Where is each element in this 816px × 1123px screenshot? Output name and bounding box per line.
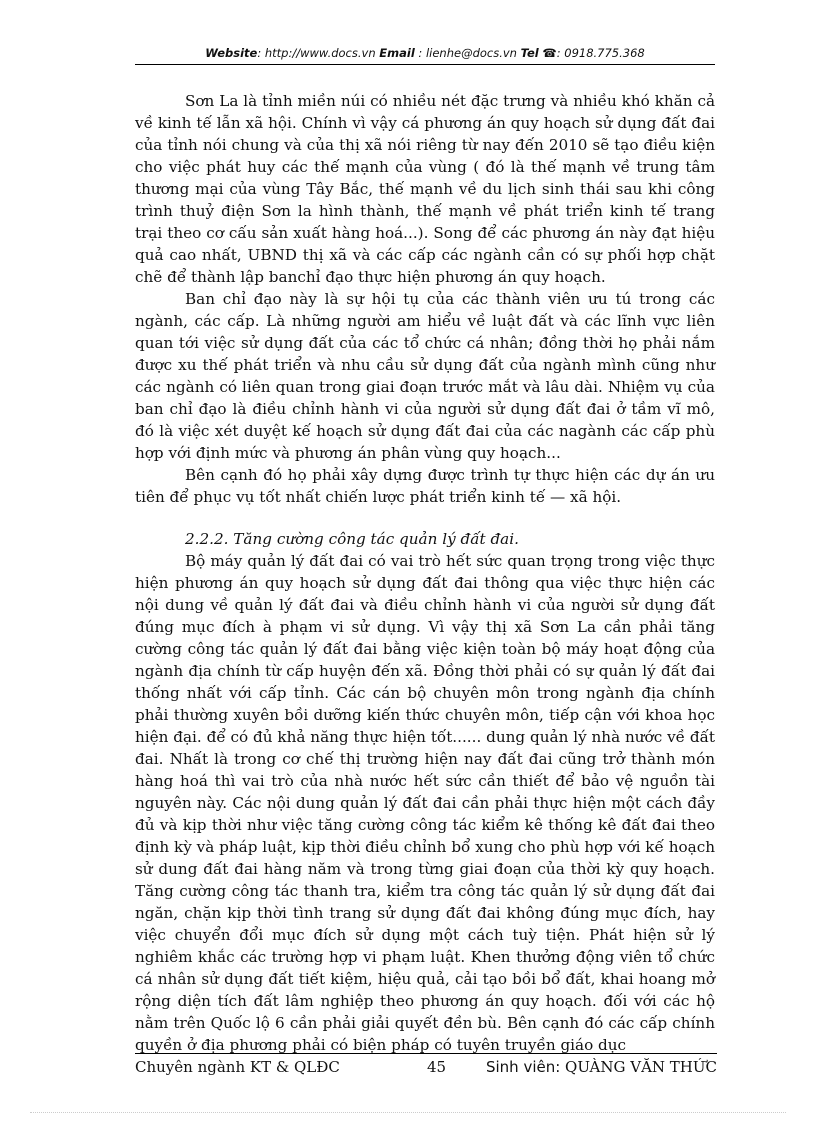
paragraph: Bên cạnh đó họ phải xây dựng được trình tự thực hiện các dự án ưu tiên để phục vụ tốt nhất chiến lược phát triển kinh tế — xã hội. (135, 466, 715, 506)
website-value[interactable]: : http://www.docs.vn (257, 46, 380, 60)
tel-label: Tel (520, 46, 539, 60)
footer-divider (135, 1053, 717, 1054)
paragraph: Sơn La là tỉnh miền núi có nhiều nét đặc trưng và nhiều khó khăn cả về kinh tế lẫn xã hội. Chính vì vậy cá phương án quy hoạch sử dụng đất đai của tỉnh nói chung và của thị xã nói riêng từ nay đến 2010 sẽ tạo điều kiện cho việc phát huy các thế mạnh của vùng ( đó là thế mạnh về trung tâm thương mại của vùng Tây Bắc, thế mạnh về du lịch sinh thái sau khi công trình thuỷ điện Sơn la hình thành, thế mạnh về phát triển kinh tế trang trại theo cơ cấu sản xuất hàng hoá...). Song để các phương án này đạt hiệu quả cao nhất, UBND thị xã và các cấp các ngành cần có sự phối hợp chặt chẽ để thành lập banchỉ đạo thực hiện phương án quy hoạch. (135, 92, 715, 286)
page-body (135, 90, 715, 1056)
email-label: Email (379, 46, 415, 60)
page-edge-dots (30, 1112, 786, 1113)
student-name: QUÀNG VĂN THỨC (560, 1058, 717, 1076)
page-number: 45 (427, 1058, 447, 1076)
website-label: Website (205, 46, 258, 60)
footer-department: Chuyên ngành KT & QLĐC (135, 1058, 340, 1076)
footer-student (486, 1058, 717, 1076)
header-divider (135, 64, 715, 65)
section-heading: 2.2.2. Tăng cường công tác quản lý đất đai. (185, 530, 519, 548)
tel-value: : 0918.775.368 (556, 46, 645, 60)
paragraph: Ban chỉ đạo này là sự hội tụ của các thành viên ưu tú trong các ngành, các cấp. Là những người am hiểu về luật đất và các lĩnh vực liên quan tới việc sử dụng đất của các tổ chức cá nhân; đồng thời họ phải nắm được xu thế phát triển và nhu cầu sử dụng đất của ngành mình cũng như các ngành có liên quan trong giai đoạn trước mắt và lâu dài. Nhiệm vụ của ban chỉ đạo là điều chỉnh hành vi của người sử dụng đất đai ở tầm vĩ mô, đó là việc xét duyệt kế hoạch sử dụng đất đai của các nagành các cấp phù hợp với định mức và phương án phân vùng quy hoạch... (135, 290, 715, 462)
page-footer (135, 1058, 717, 1080)
paragraph: Bộ máy quản lý đất đai có vai trò hết sức quan trọng trong việc thực hiện phương án quy hoạch sử dụng đất đai thông qua việc thực hiện các nội dung về quản lý đất đai và điều chỉnh hành vi của người sử dụng đất đúng mục đích à phạm vi sử dụng. Vì vậy thị xã Sơn La cần phải tăng cường công tác quản lý đất đai bằng việc kiện toàn bộ máy hoạt động của ngành địa chính từ cấp huyện đến xã. Đồng thời phải có sự quản lý đất đai thống nhất với cấp tỉnh. Các cán bộ chuyên môn trong ngành địa chính phải thường xuyên bồi dưỡng kiến thức chuyên môn, tiếp cận với khoa học hiện đại. để có đủ khả năng thực hiện tốt...... dung quản lý nhà nước về đất đai. Nhất là trong cơ chế thị trường hiện nay đất đai cũng trở thành món hàng hoá thì vai trò của nhà nước hết sức cần thiết để bảo vệ nguồn tài nguyên này. Các nội dung quản lý đất đai cần phải thực hiện một cách đầy đủ và kịp thời như việc tăng cường công tác kiểm kê thống kê đất đai theo định kỳ và pháp luật, kịp thời điều chỉnh bổ xung cho phù hợp với kế hoạch sử dung đất đai hàng năm và trong từng giai đoạn của thời kỳ quy hoạch. Tăng cường công tác thanh tra, kiểm tra công tác quản lý sử dụng đất đai ngăn, chặn kịp thời tình trang sử dụng đất đai không đúng mục đích, hay việc chuyển đổi mục đích sử dụng một cách tuỳ tiện. Phát hiện sử lý nghiêm khắc các trường hợp vi phạm luật. Khen thưởng động viên tổ chức cá nhân sử dụng đất tiết kiệm, hiệu quả, cải tạo bồi bổ đất, khai hoang mở rộng diện tích đất lâm nghiệp theo phương án quy hoạch. đối với các hộ nằm trên Quốc lộ 6 cần phải giải quyết đền bù. Bên cạnh đó các cấp chính quyền ở địa phương phải có biện pháp có tuyên truyền giáo dục (135, 552, 715, 1054)
email-value[interactable]: : lienhe@docs.vn (414, 46, 521, 60)
phone-icon: ☎ (542, 46, 557, 60)
page-header (135, 46, 715, 60)
student-label: Sinh viên: (485, 1058, 561, 1076)
